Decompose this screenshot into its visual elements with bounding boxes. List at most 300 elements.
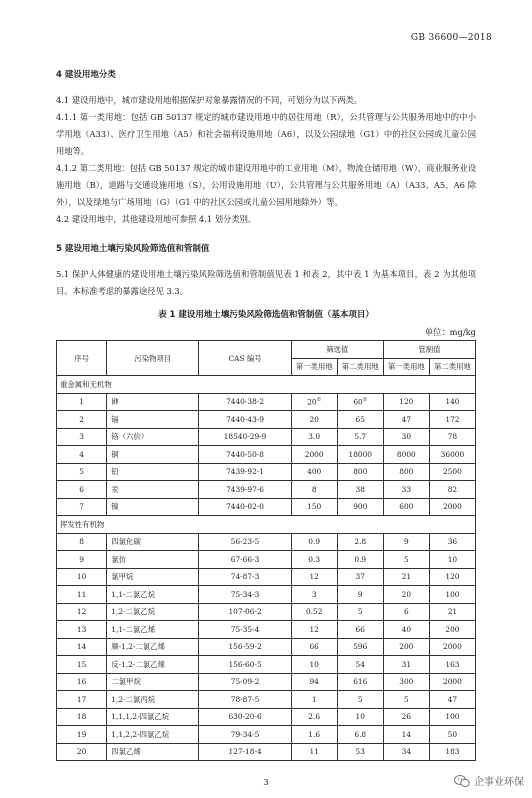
- cell-no: [57, 411, 107, 429]
- cell-value: 53: [355, 747, 365, 757]
- cell-s1: [291, 726, 337, 744]
- cell-s1: [291, 463, 337, 481]
- cell-c1: [383, 743, 429, 761]
- cell-s2: [337, 393, 383, 411]
- cell-no: [57, 691, 107, 709]
- standard-number: GB 36600—2018: [410, 33, 492, 43]
- cell-value: 18: [76, 712, 87, 722]
- cell-value: 19: [76, 729, 87, 739]
- cell-value: 37: [355, 572, 365, 582]
- cell-value: 54: [355, 659, 365, 669]
- cell-cas: [199, 568, 291, 586]
- cell-value: 100: [445, 589, 460, 599]
- cell-c2: [429, 428, 475, 446]
- cell-value: 5: [403, 694, 409, 704]
- cell-cas: [199, 411, 291, 429]
- cell-value: 氯仿: [111, 554, 127, 564]
- cell-s1: [291, 481, 337, 499]
- cell-no: [57, 428, 107, 446]
- cell-cas: [199, 498, 291, 516]
- cell-value: 127-18-4: [228, 747, 262, 757]
- cell-value: 0.52: [305, 607, 323, 617]
- cell-value: 156-60-5: [228, 659, 262, 669]
- cell-cas: [199, 638, 291, 656]
- cell-value: 5.7: [354, 432, 367, 442]
- group-label: 重金属和无机物: [57, 376, 476, 394]
- col-header-item: 污染物项目: [107, 341, 199, 376]
- cell-value: 2500: [443, 467, 462, 477]
- cell-value: 183: [445, 747, 460, 757]
- cell-s1: [291, 656, 337, 674]
- watermark: [454, 773, 524, 788]
- cell-s1: [291, 638, 337, 656]
- cell-value: 12: [309, 624, 319, 634]
- table-row: [57, 638, 476, 656]
- cell-s1: [291, 446, 337, 464]
- cell-value: 47: [401, 414, 412, 424]
- cell-s2: [337, 621, 383, 639]
- cell-no: [57, 708, 107, 726]
- cell-name: [107, 446, 199, 464]
- cell-c2: [429, 656, 475, 674]
- cell-c2: [429, 603, 475, 621]
- cell-value: 汞: [111, 484, 119, 494]
- cell-value: 3.0: [308, 432, 321, 442]
- col-header-class1: 第一类用地: [291, 358, 337, 376]
- cell-value: 200: [445, 624, 460, 634]
- cell-value: 8: [79, 537, 84, 547]
- table-row: [57, 498, 476, 516]
- cell-value: 7: [79, 502, 84, 512]
- cell-value: 38: [355, 484, 365, 494]
- cell-value: 75-34-3: [230, 589, 260, 599]
- cell-no: [57, 586, 107, 604]
- col-header-control: 管制值: [383, 341, 475, 359]
- cell-value: 17: [76, 694, 87, 704]
- cell-no: [57, 603, 107, 621]
- cell-c1: [383, 393, 429, 411]
- cell-s2: [337, 411, 383, 429]
- cell-cas: [199, 726, 291, 744]
- table-row: [57, 411, 476, 429]
- cell-value: 7440-43-9: [226, 414, 264, 424]
- cell-name: [107, 621, 199, 639]
- cell-value: 75-09-2: [230, 677, 260, 687]
- cell-c1: [383, 411, 429, 429]
- cell-value: 铅: [111, 467, 119, 477]
- section-4-paragraph: 4.1 建设用地中，城市建设用地根据保护对象暴露情况的不同，可划分为以下两类。: [56, 95, 363, 105]
- cell-value: 94: [309, 677, 319, 687]
- cell-no: [57, 551, 107, 569]
- cell-value: 2000: [443, 502, 462, 512]
- table-row: [57, 533, 476, 551]
- cell-s1: [291, 621, 337, 639]
- cell-name: [107, 551, 199, 569]
- col-header-class1: 第一类用地: [383, 358, 429, 376]
- cell-value: 18000: [348, 449, 373, 459]
- cell-value: 300: [399, 677, 414, 687]
- table-row: [57, 586, 476, 604]
- cell-value: 630-20-6: [228, 712, 262, 722]
- cell-c2: [429, 533, 475, 551]
- cell-name: [107, 411, 199, 429]
- cell-value: 65: [355, 414, 365, 424]
- cell-s2: [337, 603, 383, 621]
- cell-name: [107, 638, 199, 656]
- cell-value: 3: [311, 589, 317, 599]
- cell-c2: [429, 411, 475, 429]
- document-body: [56, 60, 476, 761]
- cell-value: 9: [403, 537, 409, 547]
- cell-s2: [337, 743, 383, 761]
- section-4-paragraph: 4.1.1 第一类用地：包括 GB 50137 规定的城市建设用地中的居住用地（R），公共管理与公共服务用地中的中小学用地（A33）、医疗卫生用地（A5）和社会福利设施用地（A6），以及公园绿地（G1）中的社区公园或儿童公园用地等。: [56, 112, 476, 156]
- cell-s1: [291, 551, 337, 569]
- cell-cas: [199, 708, 291, 726]
- col-header-cas: CAS 编号: [199, 341, 291, 376]
- cell-value: 顺-1,2-二氯乙烯: [111, 642, 165, 652]
- cell-c1: [383, 481, 429, 499]
- cell-value: 2000: [443, 642, 462, 652]
- cell-s1: [291, 533, 337, 551]
- table-row: [57, 481, 476, 499]
- cell-name: [107, 393, 199, 411]
- cell-value: 120: [445, 572, 460, 582]
- cell-value: 14: [76, 642, 87, 652]
- cell-value: 5: [79, 467, 84, 477]
- cell-s1: [291, 691, 337, 709]
- cell-value: 1,1,1,2-四氯乙烷: [111, 712, 170, 722]
- cell-no: [57, 533, 107, 551]
- table-row: [57, 568, 476, 586]
- cell-value: 400: [307, 467, 322, 477]
- cell-value: 1.6: [308, 729, 321, 739]
- cell-name: [107, 481, 199, 499]
- cell-c1: [383, 603, 429, 621]
- cell-value: 78-87-5: [230, 694, 260, 704]
- cell-cas: [199, 428, 291, 446]
- cell-c2: [429, 638, 475, 656]
- cell-value: 铬（六价）: [111, 432, 149, 442]
- cell-name: [107, 691, 199, 709]
- cell-cas: [199, 673, 291, 691]
- cell-no: [57, 743, 107, 761]
- cell-name: [107, 726, 199, 744]
- cell-value: 596: [353, 642, 368, 652]
- cell-name: [107, 428, 199, 446]
- cell-c2: [429, 446, 475, 464]
- cell-value: 20: [307, 397, 317, 407]
- cell-s2: [337, 551, 383, 569]
- cell-c1: [383, 428, 429, 446]
- cell-value: 156-59-2: [228, 642, 262, 652]
- cell-name: [107, 656, 199, 674]
- section-5-heading: 5 建设用地土壤污染风险筛选值和管制值: [56, 244, 210, 254]
- cell-c2: [429, 621, 475, 639]
- cell-s1: [291, 428, 337, 446]
- cell-value: 四氯化碳: [111, 537, 141, 547]
- footnote-marker: ①: [316, 397, 322, 404]
- cell-c1: [383, 708, 429, 726]
- table-row: [57, 428, 476, 446]
- cell-value: 8: [311, 484, 317, 494]
- footnote-marker: ①: [362, 397, 368, 404]
- cell-s1: [291, 393, 337, 411]
- cell-value: 36000: [440, 449, 465, 459]
- cell-value: 30: [401, 432, 412, 442]
- cell-value: 33: [401, 484, 412, 494]
- cell-cas: [199, 586, 291, 604]
- table-body: [57, 376, 476, 761]
- cell-s2: [337, 446, 383, 464]
- cell-value: 60: [353, 397, 363, 407]
- cell-s2: [337, 726, 383, 744]
- cell-value: 79-34-5: [230, 729, 260, 739]
- cell-value: 31: [401, 659, 412, 669]
- cell-value: 2000: [443, 677, 462, 687]
- cell-c1: [383, 551, 429, 569]
- cell-name: [107, 603, 199, 621]
- cell-name: [107, 586, 199, 604]
- cell-cas: [199, 691, 291, 709]
- table-row: [57, 621, 476, 639]
- cell-c2: [429, 743, 475, 761]
- cell-value: 16: [76, 677, 87, 687]
- cell-no: [57, 621, 107, 639]
- cell-value: 0.9: [308, 537, 321, 547]
- cell-value: 50: [447, 729, 458, 739]
- table-group-row: [57, 516, 476, 534]
- cell-value: 616: [353, 677, 368, 687]
- cell-cas: [199, 603, 291, 621]
- section-4-paragraph: 4.1.2 第二类用地：包括 GB 50137 规定的城市建设用地中的工业用地（M），物流仓储用地（W），商业服务业设施用地（B），道路与交通设施用地（S），公用设施用地（U），公共管理与公共服务用地（A）（A33、A5、A6 除外），以及绿地与广场用地（G）（G1 中的社区公园或儿童公园用地除外）等。: [56, 163, 476, 207]
- cell-value: 7440-38-2: [226, 397, 264, 407]
- page-number: 3: [263, 778, 269, 788]
- section-4-heading: 4 建设用地分类: [56, 70, 116, 80]
- cell-cas: [199, 656, 291, 674]
- cell-value: 82: [447, 484, 458, 494]
- cell-value: 34: [401, 747, 412, 757]
- cell-s1: [291, 568, 337, 586]
- cell-value: 100: [445, 712, 460, 722]
- cell-value: 21: [401, 572, 412, 582]
- table-row: [57, 446, 476, 464]
- cell-c2: [429, 586, 475, 604]
- cell-value: 150: [307, 502, 322, 512]
- cell-c2: [429, 691, 475, 709]
- cell-c2: [429, 726, 475, 744]
- cell-value: 75-35-4: [230, 624, 260, 634]
- cell-s2: [337, 691, 383, 709]
- cell-s2: [337, 673, 383, 691]
- cell-value: 66: [355, 624, 365, 634]
- table-header: [57, 341, 476, 376]
- cell-c1: [383, 498, 429, 516]
- cell-s2: [337, 568, 383, 586]
- cell-name: [107, 708, 199, 726]
- cell-value: 7439-92-1: [226, 467, 264, 477]
- cell-no: [57, 481, 107, 499]
- cell-name: [107, 463, 199, 481]
- cell-no: [57, 726, 107, 744]
- cell-value: 10: [76, 572, 87, 582]
- table-row: [57, 673, 476, 691]
- cell-s2: [337, 656, 383, 674]
- cell-value: 2.8: [354, 537, 367, 547]
- cell-s1: [291, 743, 337, 761]
- cell-s2: [337, 638, 383, 656]
- cell-value: 10: [447, 554, 458, 564]
- watermark-text: 企事业环保: [474, 777, 524, 788]
- cell-value: 66: [309, 642, 319, 652]
- cell-value: 10: [355, 712, 365, 722]
- cell-value: 3: [79, 432, 84, 442]
- cell-cas: [199, 393, 291, 411]
- cell-name: [107, 533, 199, 551]
- cell-no: [57, 446, 107, 464]
- cell-value: 107-06-2: [228, 607, 262, 617]
- cell-c2: [429, 498, 475, 516]
- cell-c1: [383, 446, 429, 464]
- cell-value: 1,2-二氯乙烷: [111, 607, 156, 617]
- col-header-class2: 第二类用地: [429, 358, 475, 376]
- cell-c1: [383, 568, 429, 586]
- cell-value: 12: [309, 572, 319, 582]
- cell-value: 二氯甲烷: [111, 677, 141, 687]
- cell-value: 26: [401, 712, 412, 722]
- cell-no: [57, 638, 107, 656]
- cell-value: 120: [399, 397, 414, 407]
- cell-c1: [383, 656, 429, 674]
- cell-name: [107, 743, 199, 761]
- cell-no: [57, 568, 107, 586]
- cell-value: 40: [401, 624, 412, 634]
- cell-value: 74-87-3: [230, 572, 260, 582]
- cell-s1: [291, 673, 337, 691]
- section-4-paragraph: 4.2 建设用地中，其他建设用地可参照 4.1 划分类别。: [56, 214, 257, 224]
- cell-value: 1,1-二氯乙烷: [111, 589, 156, 599]
- cell-value: 163: [445, 659, 460, 669]
- cell-value: 172: [445, 414, 460, 424]
- cell-value: 1: [311, 694, 317, 704]
- cell-s1: [291, 708, 337, 726]
- cell-cas: [199, 446, 291, 464]
- cell-no: [57, 393, 107, 411]
- cell-c2: [429, 463, 475, 481]
- cell-value: 0.3: [308, 554, 321, 564]
- cell-value: 20: [309, 414, 319, 424]
- cell-value: 6: [403, 607, 409, 617]
- cell-value: 6.8: [354, 729, 367, 739]
- cell-value: 4: [79, 449, 84, 459]
- cell-value: 21: [447, 607, 458, 617]
- cell-value: 67-66-3: [230, 554, 260, 564]
- cell-value: 四氯乙烯: [111, 747, 141, 757]
- cell-value: 7440-02-0: [226, 502, 264, 512]
- cell-value: 800: [399, 467, 414, 477]
- cell-s1: [291, 411, 337, 429]
- cell-name: [107, 673, 199, 691]
- cell-value: 13: [76, 624, 87, 634]
- cell-s2: [337, 428, 383, 446]
- cell-value: 1,1-二氯乙烯: [111, 624, 156, 634]
- cell-value: 12: [76, 607, 87, 617]
- cell-value: 10: [309, 659, 319, 669]
- cell-s2: [337, 586, 383, 604]
- table-row: [57, 743, 476, 761]
- col-header-class2: 第二类用地: [337, 358, 383, 376]
- cell-c2: [429, 393, 475, 411]
- cell-value: 18540-29-9: [223, 432, 267, 442]
- cell-cas: [199, 743, 291, 761]
- cell-value: 11: [309, 747, 319, 757]
- cell-value: 5: [357, 607, 363, 617]
- cell-value: 78: [447, 432, 458, 442]
- cell-name: [107, 498, 199, 516]
- cell-c1: [383, 691, 429, 709]
- section-5-paragraph: 5.1 保护人体健康的建设用地土壤污染风险筛选值和管制值见表 1 和表 2，其中表 1 为基本项目，表 2 为其他项目。本标准考虑的暴露途径见 3.3。: [56, 269, 476, 296]
- table-row: [57, 691, 476, 709]
- cell-value: 800: [353, 467, 368, 477]
- cell-s1: [291, 586, 337, 604]
- cell-value: 11: [76, 589, 87, 599]
- table-group-row: [57, 376, 476, 394]
- cell-value: 7440-50-8: [226, 449, 264, 459]
- cell-c2: [429, 708, 475, 726]
- cell-no: [57, 673, 107, 691]
- cell-value: 0.9: [354, 554, 367, 564]
- cell-c1: [383, 586, 429, 604]
- table-row: [57, 551, 476, 569]
- cell-value: 9: [79, 554, 84, 564]
- cell-value: 600: [399, 502, 414, 512]
- cell-value: 140: [445, 397, 460, 407]
- table-row: [57, 393, 476, 411]
- cell-value: 1,2-二氯丙烷: [111, 694, 156, 704]
- cell-value: 2000: [304, 449, 324, 459]
- cell-cas: [199, 551, 291, 569]
- cell-value: 5: [357, 694, 363, 704]
- table-unit: 单位：mg/kg: [424, 327, 476, 337]
- cell-c1: [383, 673, 429, 691]
- cell-value: 1: [79, 397, 84, 407]
- cell-value: 1,1,2,2-四氯乙烷: [111, 729, 170, 739]
- cell-c2: [429, 568, 475, 586]
- cell-s2: [337, 498, 383, 516]
- group-label: 挥发性有机物: [57, 516, 476, 534]
- cell-value: 铜: [111, 449, 119, 459]
- cell-c1: [383, 638, 429, 656]
- cell-no: [57, 656, 107, 674]
- table-row: [57, 726, 476, 744]
- cell-value: 56-23-5: [230, 537, 260, 547]
- cell-value: 14: [401, 729, 412, 739]
- cell-value: 36: [447, 537, 458, 547]
- col-header-seq: 序号: [57, 341, 107, 376]
- cell-cas: [199, 481, 291, 499]
- table-row: [57, 603, 476, 621]
- table-row: [57, 656, 476, 674]
- cell-cas: [199, 463, 291, 481]
- cell-value: 2.6: [308, 712, 321, 722]
- cell-value: 20: [401, 589, 412, 599]
- cell-s2: [337, 463, 383, 481]
- wechat-icon: [454, 774, 470, 788]
- cell-c1: [383, 621, 429, 639]
- cell-s2: [337, 708, 383, 726]
- cell-value: 47: [447, 694, 458, 704]
- cell-name: [107, 568, 199, 586]
- cell-value: 20: [76, 747, 87, 757]
